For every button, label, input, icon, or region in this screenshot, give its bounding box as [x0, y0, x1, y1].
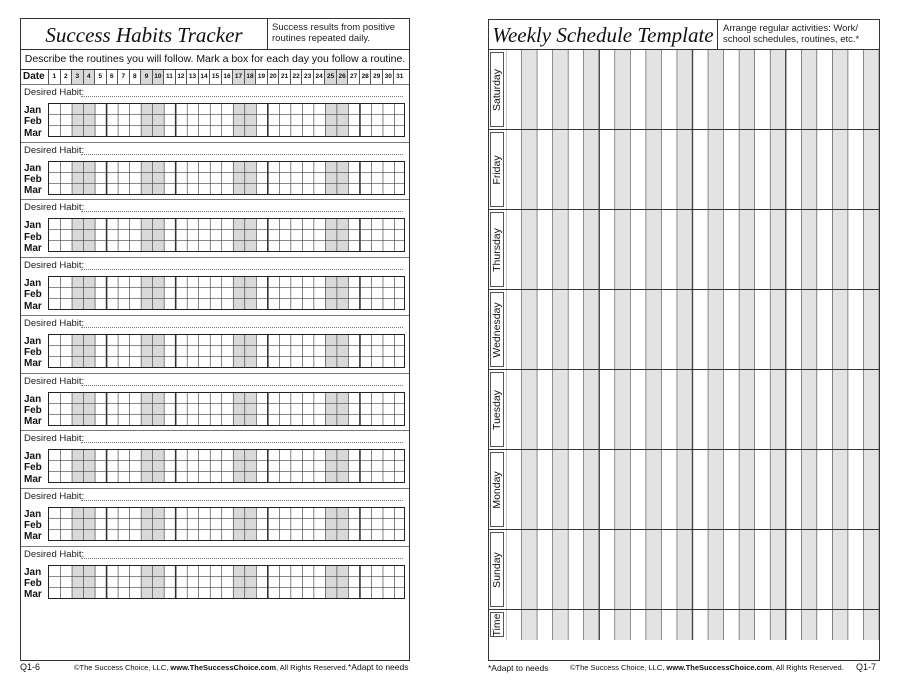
- month-label: Feb: [24, 462, 42, 474]
- habit-grid-lines: [49, 219, 404, 251]
- day-label: Wednesday: [491, 301, 503, 358]
- day-label: Monday: [491, 470, 503, 509]
- date-day-18: 18: [244, 70, 256, 84]
- habit-grid[interactable]: [48, 334, 405, 368]
- month-label: Mar: [24, 242, 42, 254]
- schedule-row-tuesday[interactable]: [489, 369, 879, 449]
- month-label: Jan: [24, 162, 42, 174]
- day-label: Tuesday: [491, 389, 503, 430]
- habit-grid[interactable]: [48, 161, 405, 195]
- month-labels: [24, 336, 42, 370]
- date-day-27: 27: [347, 70, 359, 84]
- date-day-22: 22: [290, 70, 302, 84]
- habit-block: [21, 373, 409, 431]
- time-columns: [506, 50, 879, 129]
- date-day-12: 12: [175, 70, 187, 84]
- month-label: Jan: [24, 105, 42, 116]
- habit-grid[interactable]: [48, 565, 405, 599]
- schedule-row-sunday[interactable]: [489, 529, 879, 609]
- time-columns: [506, 370, 879, 449]
- date-day-30: 30: [382, 70, 394, 84]
- habit-grid-lines: [49, 162, 404, 194]
- day-label-box: [490, 52, 504, 127]
- habit-block: [21, 488, 409, 546]
- month-label: Jan: [24, 451, 42, 463]
- date-day-4: 4: [83, 70, 95, 84]
- date-day-29: 29: [370, 70, 382, 84]
- date-day-21: 21: [278, 70, 290, 84]
- month-label: Mar: [24, 416, 42, 428]
- date-day-8: 8: [129, 70, 141, 84]
- day-label-box: [490, 532, 504, 607]
- day-label: Friday: [491, 154, 503, 185]
- date-day-23: 23: [301, 70, 313, 84]
- desired-habit-label: Desired Habit:: [24, 548, 85, 560]
- date-day-25: 25: [324, 70, 336, 84]
- schedule-note: Arrange regular activities: Work/ school schedules, routines, etc.*: [717, 20, 879, 49]
- desired-habit-input[interactable]: [81, 558, 403, 559]
- month-label: Mar: [24, 589, 42, 601]
- month-label: Jan: [24, 220, 42, 232]
- tracker-header: [21, 19, 409, 50]
- day-label: Time: [491, 613, 503, 636]
- schedule-row-time[interactable]: [489, 609, 879, 639]
- habit-block: [21, 546, 409, 604]
- habit-grid-lines: [49, 566, 404, 598]
- habit-grid[interactable]: [48, 449, 405, 483]
- date-day-3: 3: [71, 70, 83, 84]
- desired-habit-label: Desired Habit:: [24, 260, 85, 272]
- habit-grid-lines: [49, 335, 404, 367]
- date-header-row: [21, 69, 409, 85]
- desired-habit-input[interactable]: [81, 154, 403, 155]
- schedule-row-friday[interactable]: [489, 129, 879, 209]
- date-day-2: 2: [60, 70, 72, 84]
- left-page-number: Q1-6: [20, 662, 41, 672]
- desired-habit-input[interactable]: [81, 211, 403, 212]
- month-labels: [24, 220, 42, 254]
- date-day-6: 6: [106, 70, 118, 84]
- month-label: Mar: [24, 127, 42, 139]
- habit-grid-lines: [49, 104, 404, 136]
- left-copyright-pre: ©The Success Choice, LLC,: [74, 663, 171, 672]
- month-label: Feb: [24, 116, 42, 128]
- schedule-row-monday[interactable]: [489, 449, 879, 529]
- desired-habit-label: Desired Habit:: [24, 490, 85, 502]
- desired-habit-input[interactable]: [81, 327, 403, 328]
- tracker-title: Success Habits Tracker: [45, 23, 243, 47]
- month-labels: [24, 105, 42, 139]
- day-label: Sunday: [491, 551, 503, 588]
- weekly-schedule-page: [488, 19, 880, 661]
- date-day-13: 13: [186, 70, 198, 84]
- habit-grid-lines: [49, 277, 404, 309]
- month-label: Feb: [24, 520, 42, 532]
- day-label-box: [490, 292, 504, 367]
- habit-grid-lines: [49, 393, 404, 425]
- left-adapt-note: *Adapt to needs: [348, 662, 409, 672]
- month-label: Jan: [24, 393, 42, 405]
- time-column-lines: [506, 50, 879, 130]
- desired-habit-label: Desired Habit:: [24, 144, 85, 156]
- month-label: Jan: [24, 335, 42, 347]
- date-day-19: 19: [255, 70, 267, 84]
- date-day-17: 17: [232, 70, 244, 84]
- month-labels: [24, 278, 42, 312]
- month-label: Jan: [24, 566, 42, 578]
- habit-grid-lines: [49, 450, 404, 482]
- time-columns: [506, 210, 879, 289]
- time-columns: [506, 130, 879, 209]
- time-columns: [506, 530, 879, 609]
- month-label: Mar: [24, 531, 42, 543]
- day-label-box: [490, 452, 504, 527]
- month-labels: [24, 163, 42, 197]
- date-day-11: 11: [163, 70, 175, 84]
- date-day-20: 20: [267, 70, 279, 84]
- month-label: Feb: [24, 577, 42, 589]
- habit-block: [21, 315, 409, 373]
- habit-block: [21, 199, 409, 257]
- date-day-5: 5: [94, 70, 106, 84]
- month-label: Mar: [24, 473, 42, 485]
- date-day-31: 31: [393, 70, 405, 84]
- month-label: Feb: [24, 173, 42, 185]
- left-copyright-post: , All Rights Reserved.: [276, 663, 348, 672]
- desired-habit-label: Desired Habit:: [24, 202, 85, 214]
- month-label: Mar: [24, 185, 42, 197]
- time-column-lines: [506, 610, 879, 640]
- desired-habit-input[interactable]: [81, 269, 403, 270]
- day-label-box: [490, 132, 504, 207]
- month-labels: [24, 451, 42, 485]
- desired-habit-input[interactable]: [81, 96, 403, 97]
- right-copyright-pre: ©The Success Choice, LLC,: [570, 663, 667, 672]
- date-day-7: 7: [117, 70, 129, 84]
- schedule-title: Weekly Schedule Template: [492, 23, 714, 47]
- time-columns: [506, 450, 879, 529]
- time-column-lines: [506, 530, 879, 610]
- time-column-lines: [506, 290, 879, 370]
- left-website-link[interactable]: www.TheSuccessChoice.com: [170, 663, 276, 672]
- schedule-row-thursday[interactable]: [489, 209, 879, 289]
- day-label-box: [490, 612, 504, 637]
- habit-block: [21, 430, 409, 488]
- time-column-lines: [506, 370, 879, 450]
- desired-habit-input[interactable]: [81, 442, 403, 443]
- schedule-header: [489, 20, 879, 50]
- time-column-lines: [506, 450, 879, 530]
- month-labels: [24, 394, 42, 428]
- left-copyright: [74, 663, 348, 672]
- habit-grid[interactable]: [48, 103, 405, 137]
- month-label: Mar: [24, 300, 42, 312]
- habit-grid[interactable]: [48, 276, 405, 310]
- tracker-instructions: Describe the routines you will follow. Mark a box for each day you follow a routine.: [24, 53, 406, 65]
- month-label: Feb: [24, 289, 42, 301]
- date-day-10: 10: [152, 70, 164, 84]
- desired-habit-label: Desired Habit:: [24, 317, 85, 329]
- habit-block: [21, 257, 409, 315]
- desired-habit-label: Desired Habit:: [24, 87, 85, 98]
- habit-block: [21, 142, 409, 200]
- month-labels: [24, 567, 42, 601]
- time-columns: [506, 610, 879, 639]
- desired-habit-label: Desired Habit:: [24, 433, 85, 445]
- time-column-lines: [506, 130, 879, 210]
- right-copyright: [570, 663, 844, 672]
- month-label: Mar: [24, 358, 42, 370]
- date-day-24: 24: [313, 70, 325, 84]
- habit-block: [21, 84, 409, 142]
- month-label: Feb: [24, 404, 42, 416]
- month-labels: [24, 509, 42, 543]
- time-column-lines: [506, 210, 879, 290]
- date-day-26: 26: [336, 70, 348, 84]
- desired-habit-input[interactable]: [81, 500, 403, 501]
- desired-habit-input[interactable]: [81, 385, 403, 386]
- month-label: Jan: [24, 278, 42, 290]
- date-day-9: 9: [140, 70, 152, 84]
- habit-grid-lines: [49, 508, 404, 540]
- habit-grid[interactable]: [48, 218, 405, 252]
- date-day-15: 15: [209, 70, 221, 84]
- month-label: Jan: [24, 508, 42, 520]
- habit-grid[interactable]: [48, 392, 405, 426]
- month-label: Feb: [24, 347, 42, 359]
- day-label-box: [490, 212, 504, 287]
- desired-habit-label: Desired Habit:: [24, 375, 85, 387]
- date-day-14: 14: [198, 70, 210, 84]
- day-label: Saturday: [491, 68, 503, 111]
- date-day-28: 28: [359, 70, 371, 84]
- time-columns: [506, 290, 879, 369]
- date-day-1: 1: [48, 70, 60, 84]
- month-label: Feb: [24, 231, 42, 243]
- tracker-note: Success results from positive routines repeated daily.: [267, 19, 409, 49]
- day-label-box: [490, 372, 504, 447]
- habit-tracker-page: [20, 18, 410, 661]
- right-adapt-note: *Adapt to needs: [488, 663, 549, 673]
- date-day-16: 16: [221, 70, 233, 84]
- schedule-row-wednesday[interactable]: [489, 289, 879, 369]
- day-label: Thursday: [491, 227, 503, 272]
- habit-grid[interactable]: [48, 507, 405, 541]
- right-copyright-post: , All Rights Reserved.: [772, 663, 844, 672]
- right-page-number: Q1-7: [856, 662, 877, 672]
- right-website-link[interactable]: www.TheSuccessChoice.com: [666, 663, 772, 672]
- date-label: Date: [23, 71, 45, 82]
- schedule-row-saturday[interactable]: [489, 49, 879, 129]
